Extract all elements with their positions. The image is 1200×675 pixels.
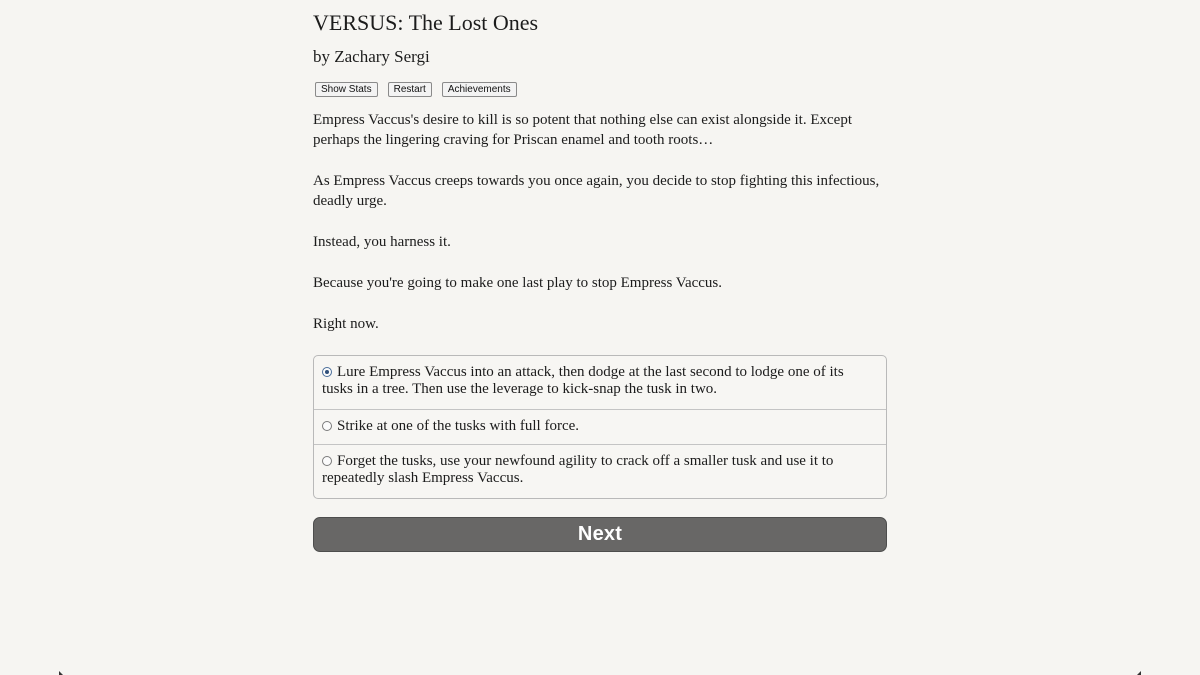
story-paragraph: Right now.	[313, 316, 379, 332]
corner-mark-icon	[58, 671, 64, 675]
story-paragraph: As Empress Vaccus creeps towards you once again, you decide to stop fighting this infectious, deadly urge.	[313, 173, 880, 209]
game-title: VERSUS: The Lost Ones	[313, 10, 539, 35]
choice-label: Forget the tusks, use your newfound agility to crack off a smaller tusk and use it to repeatedly slash Empress Vaccus.	[322, 453, 834, 486]
choice-list	[313, 355, 887, 499]
radio-button[interactable]	[322, 421, 332, 431]
next-button[interactable]: Next	[313, 517, 887, 552]
story-text	[313, 110, 887, 355]
choice-option-3[interactable]	[314, 445, 886, 498]
radio-button-selected[interactable]	[322, 367, 332, 377]
restart-button[interactable]: Restart	[388, 82, 432, 97]
game-author: by Zachary Sergi	[313, 47, 430, 66]
toolbar	[315, 82, 517, 97]
story-paragraph: Because you're going to make one last play to stop Empress Vaccus.	[313, 275, 722, 291]
story-paragraph: Instead, you harness it.	[313, 234, 451, 250]
choice-label: Strike at one of the tusks with full force.	[337, 418, 580, 434]
choice-label: Lure Empress Vaccus into an attack, then dodge at the last second to lodge one of its tusks in a tree. Then use the leverage to kick-snap the tusk in two.	[322, 364, 844, 397]
achievements-button[interactable]: Achievements	[442, 82, 517, 97]
radio-button[interactable]	[322, 456, 332, 466]
choice-option-2[interactable]	[314, 410, 886, 445]
story-paragraph: Empress Vaccus's desire to kill is so potent that nothing else can exist alongside it. Except perhaps the lingering craving for Priscan enamel and tooth roots…	[313, 112, 852, 148]
show-stats-button[interactable]: Show Stats	[315, 82, 378, 97]
corner-mark-icon	[1136, 671, 1142, 675]
choice-option-1[interactable]	[314, 356, 886, 410]
